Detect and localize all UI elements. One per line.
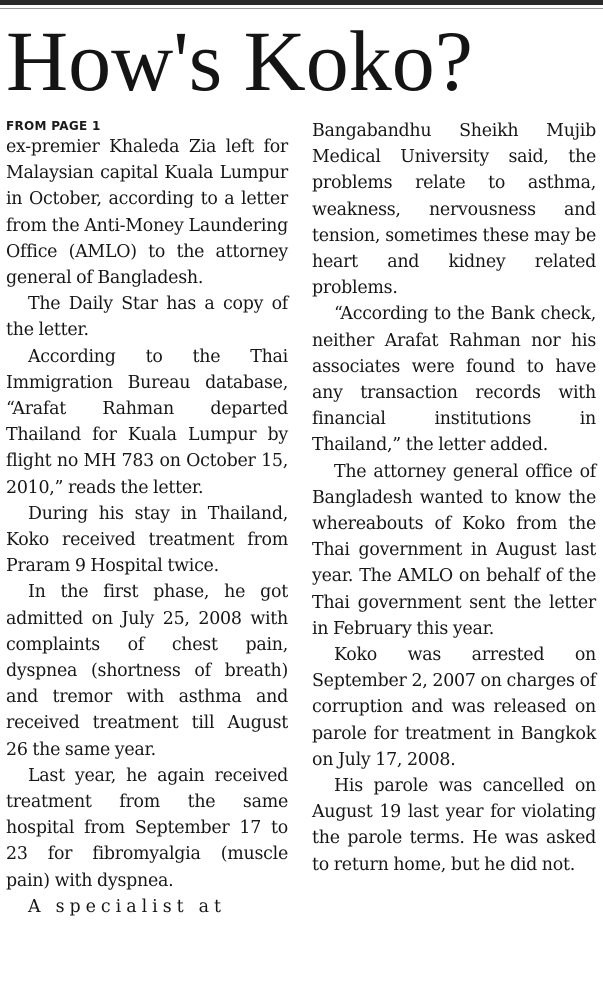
paragraph: During his stay in Thailand, Koko received treatment from Praram 9 Hospital twice. (6, 503, 288, 577)
top-rule-thin (0, 8, 603, 9)
paragraph: In the first phase, he got admitted on July 25, 2008 with complaints of chest pain, dyspnea (shortness of breath) and tremor with asthma and received treatment till August 26 the same year. (6, 582, 288, 760)
paragraph-continued: A specialist at (28, 896, 227, 917)
paragraph: ex-premier Khaleda Zia left for Malaysian capital Kuala Lumpur in October, according to a letter from the Anti-Money Laundering Office (AMLO) to the attorney general of Bangladesh. (6, 137, 288, 289)
paragraph: The Daily Star has a copy of the letter. (6, 294, 288, 341)
right-column (312, 118, 596, 878)
paragraph: Last year, he again received treatment from the same hospital from September 17 to 23 for fibromyalgia (muscle pain) with dyspnea. (6, 765, 288, 891)
paragraph: The attorney general office of Bangladesh wanted to know the whereabouts of Koko from the Thai government in August last year. The AMLO on behalf of the Thai government sent the letter in February this year. (312, 461, 596, 639)
headline: How's Koko? (6, 13, 473, 109)
paragraph: “According to the Bank check, neither Arafat Rahman nor his associates were found to have any transaction records with financial institutions in Thailand,” the letter added. (312, 304, 596, 456)
kicker-from-page-1: FROM PAGE 1 (6, 119, 101, 133)
paragraph: Koko was arrested on September 2, 2007 on charges of corruption and was released on parole for treatment in Bangkok on July 17, 2008. (312, 645, 596, 770)
top-rule (0, 0, 603, 5)
paragraph: According to the Thai Immigration Bureau database, “Arafat Rahman departed Thailand for Kuala Lumpur by flight no MH 783 on October 15, 2010,” reads the letter. (6, 346, 288, 498)
paragraph: His parole was cancelled on August 19 last year for violating the parole terms. He was asked to return home, but he did not. (312, 776, 596, 875)
paragraph: Bangabandhu Sheikh Mujib Medical University said, the problems relate to asthma, weakness, nervousness and tension, sometimes these may be heart and kidney related problems. (312, 121, 596, 299)
left-column (6, 118, 288, 920)
